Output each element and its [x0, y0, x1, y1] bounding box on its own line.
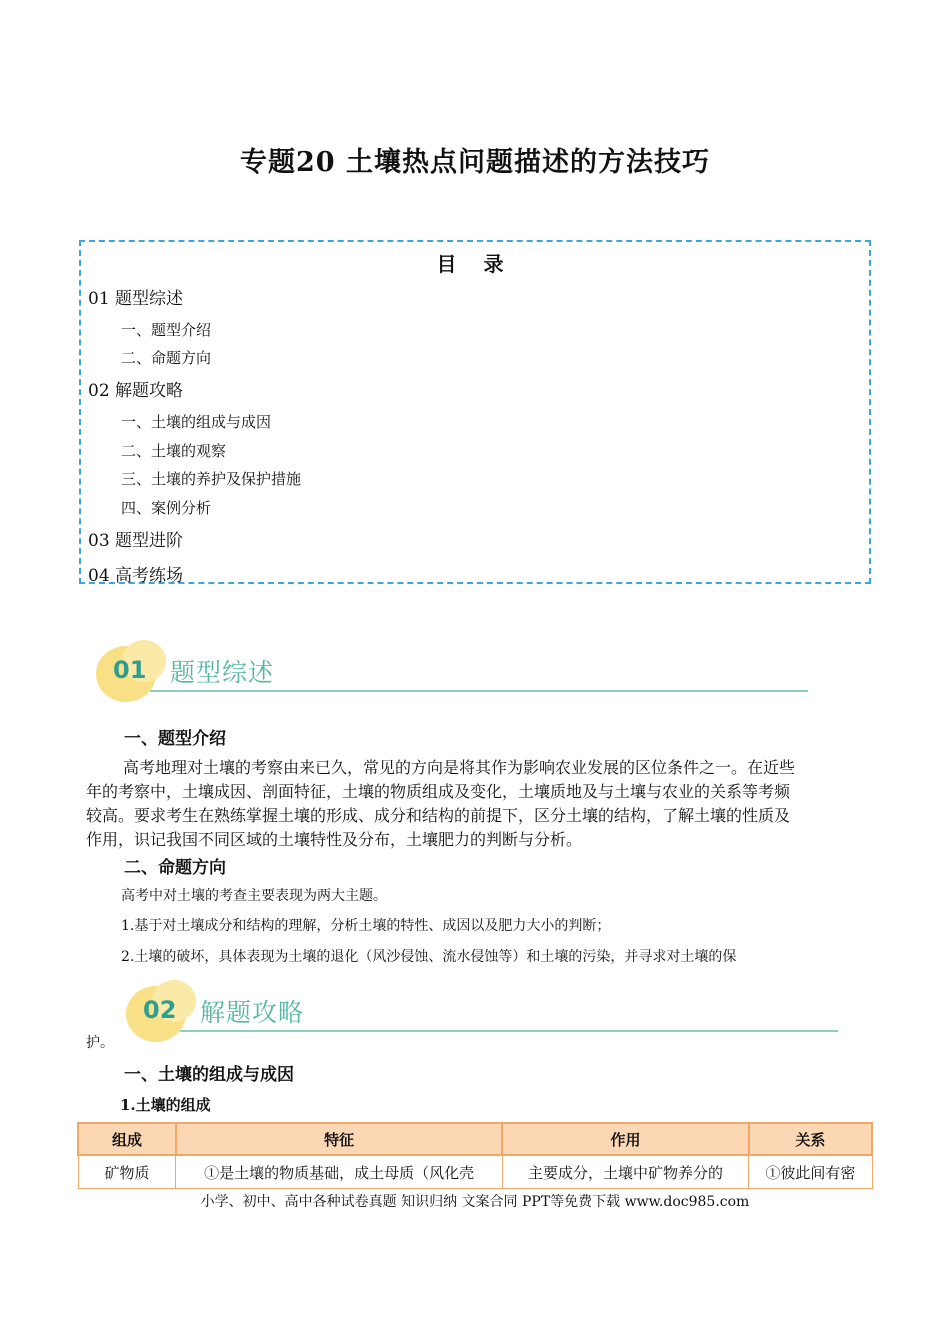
table-header-cell: 关系 [749, 1123, 872, 1155]
table-cell: 矿物质 [78, 1155, 176, 1189]
section-title: 题型综述 [170, 658, 275, 687]
table-header-cell: 作用 [502, 1123, 748, 1155]
toc-item[interactable]: 一、题型介绍 [121, 321, 212, 339]
paragraph-line: 较高。要求考生在熟练掌握土壤的形成、成分和结构的前提下，区分土壤的结构，了解土壤的性质及 [86, 806, 791, 825]
paragraph: 1.基于对土壤成分和结构的理解，分析土壤的特性、成因以及肥力大小的判断； [121, 918, 611, 934]
toc-item[interactable]: 三、土壤的养护及保护措施 [121, 470, 302, 488]
paragraph-tail: 护。 [86, 1035, 114, 1051]
banner-underline [150, 690, 808, 692]
table-row [78, 1155, 872, 1189]
toc-item[interactable]: 02 解题攻略 [88, 381, 184, 401]
toc-item[interactable]: 四、案例分析 [121, 499, 212, 517]
table-of-contents [79, 240, 871, 584]
paragraph-line: 年的考察中，土壤成因、剖面特征，土壤的物质组成及变化，土壤质地及与土壤与农业的关系等考频 [86, 782, 791, 801]
toc-heading: 目 录 [436, 252, 514, 276]
subheading: 二、命题方向 [124, 858, 226, 878]
toc-item[interactable]: 一、土壤的组成与成因 [121, 413, 272, 431]
subheading: 一、土壤的组成与成因 [124, 1065, 294, 1085]
table-header-cell: 组成 [78, 1123, 176, 1155]
section-title: 解题攻略 [200, 998, 305, 1027]
toc-item[interactable]: 二、土壤的观察 [121, 442, 227, 460]
paragraph [86, 756, 864, 852]
soil-composition-table [77, 1122, 873, 1189]
table-cell: 主要成分，土壤中矿物养分的 [502, 1155, 748, 1189]
table-header-row [78, 1123, 872, 1155]
toc-item[interactable]: 01 题型综述 [88, 289, 184, 309]
paragraph-line: 高考地理对土壤的考察由来已久，常见的方向是将其作为影响农业发展的区位条件之一。在近些 [123, 758, 796, 777]
page-footer: 小学、初中、高中各种试卷真题 知识归纳 文案合同 PPT等免费下载 www.doc985.com [200, 1194, 750, 1210]
toc-item[interactable]: 04 高考练场 [88, 566, 184, 586]
table-cell: ①彼此间有密 [749, 1155, 872, 1189]
table-cell: ①是土壤的物质基础，成土母质（风化壳 [176, 1155, 502, 1189]
toc-item[interactable]: 03 题型进阶 [88, 531, 184, 551]
paragraph: 高考中对土壤的考查主要表现为两大主题。 [121, 888, 387, 904]
subheading: 一、题型介绍 [124, 729, 226, 749]
section-number: 02 [143, 996, 177, 1024]
toc-item[interactable]: 二、命题方向 [121, 349, 212, 367]
document-title: 专题20 土壤热点问题描述的方法技巧 [240, 147, 710, 178]
banner-underline [180, 1030, 838, 1032]
paragraph-line: 作用，识记我国不同区域的土壤特性及分布，土壤肥力的判断与分析。 [86, 830, 583, 849]
paragraph: 2.土壤的破坏，具体表现为土壤的退化（风沙侵蚀、流水侵蚀等）和土壤的污染，并寻求对土壤的保 [121, 949, 737, 965]
table-header-cell: 特征 [176, 1123, 502, 1155]
sub-subheading: 1.土壤的组成 [120, 1096, 211, 1114]
section-number: 01 [113, 656, 147, 684]
